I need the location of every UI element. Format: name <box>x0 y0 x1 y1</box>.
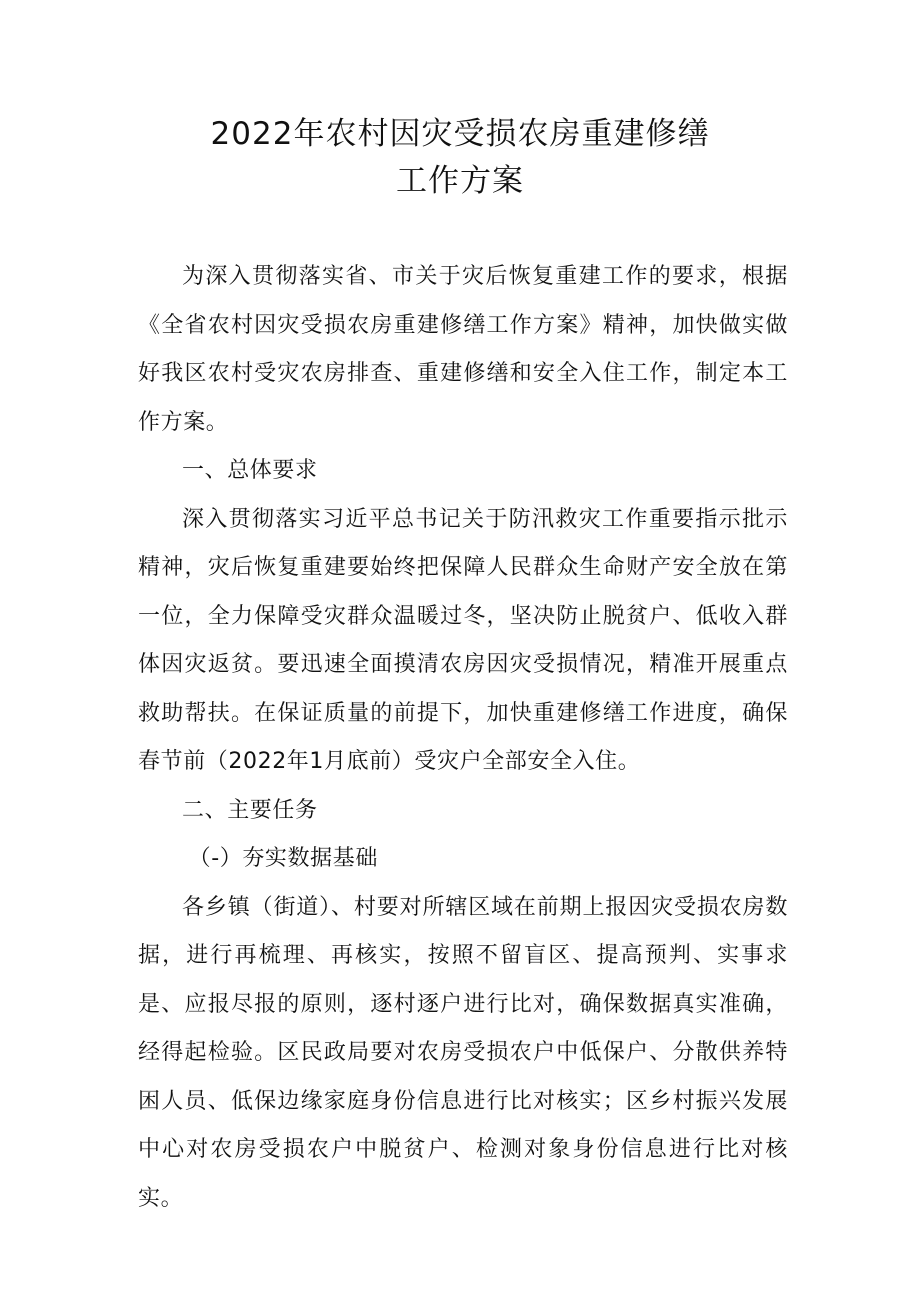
document-body <box>138 253 788 1223</box>
section-heading-2: 二、主要任务 <box>182 797 318 823</box>
data-foundation-paragraph: 各乡镇（街道）、村要对所辖区域在前期上报因灾受损农房数据，进行再梳理、再核实，按照不留盲区、提高预判、实事求是、应报尽报的原则，逐村逐户进行比对，确保数据真实准确，经得起检验。区民政局要对农房受损农户中低保户、分散供养特困人员、低保边缘家庭身份信息进行比对核实；区乡村振兴发展中心对农房受损农户中脱贫户、检测对象身份信息进行比对核实。 <box>138 894 788 1211</box>
intro-paragraph: 为深入贯彻落实省、市关于灾后恢复重建工作的要求，根据《全省农村因灾受损农房重建修缮工作方案》精神，加快做实做好我区农村受灾农房排查、重建修缮和安全入住工作，制定本工作方案。 <box>138 264 788 435</box>
section-heading-1: 一、总体要求 <box>182 458 318 483</box>
document-title-line-2: 工作方案 <box>396 163 524 199</box>
general-requirements-paragraph: 深入贯彻落实习近平总书记关于防汛救灾工作重要指示批示精神，灾后恢复重建要始终把保障人民群众生命财产安全放在第一位，全力保障受灾群众温暖过冬，坚决防止脱贫户、低收入群体因灾返贫。要迅速全面摸清农房因灾受损情况，精准开展重点救助帮扶。在保证质量的前提下，加快重建修缮工作进度，确保春节前（2022年1月底前）受灾户全部安全入住。 <box>138 506 788 774</box>
subsection-heading-1: （-）夯实数据基础 <box>188 846 378 871</box>
document-title-line-1: 2022年农村因灾受损农房重建修缮 <box>210 116 710 152</box>
